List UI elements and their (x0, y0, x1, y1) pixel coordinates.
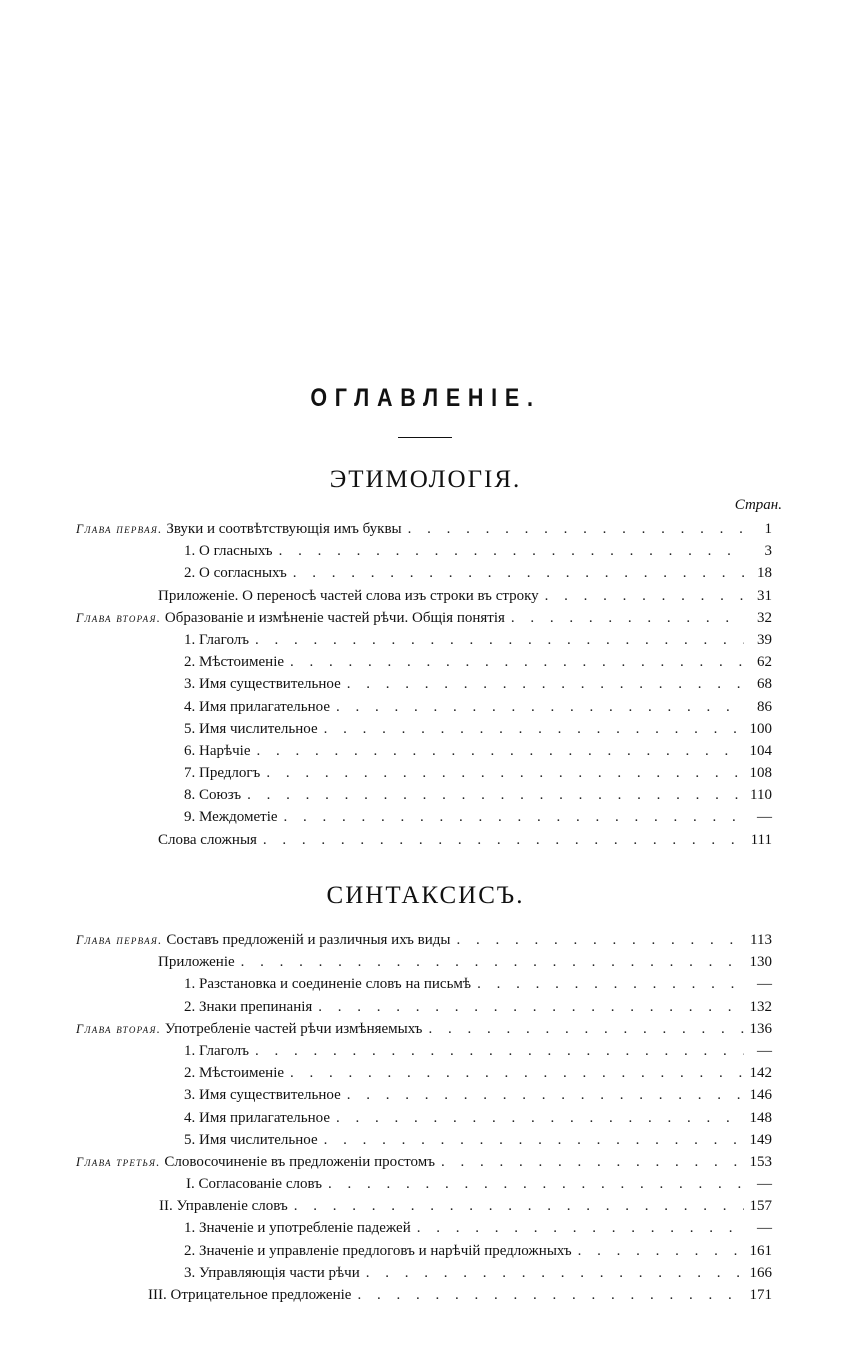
entry-text: II. Управленіе словъ (159, 1198, 288, 1215)
entry-text: Приложеніе. О переносѣ частей слова изъ строки въ строку (158, 587, 539, 604)
toc-entry (76, 1217, 772, 1239)
leader-dots (456, 929, 744, 951)
entry-text: 4. Имя прилагательное (184, 698, 331, 715)
toc-entry (76, 1240, 772, 1262)
entry-text: 2. Мѣстоименіе (184, 654, 285, 671)
entry-text: 5. Имя числительное (184, 1131, 318, 1148)
page-number: 113 (750, 932, 772, 948)
leader-dots (255, 629, 744, 651)
entry-text: 2. О согласныхъ (184, 565, 287, 582)
toc-entry (76, 929, 772, 951)
page-number: 136 (749, 1020, 772, 1037)
leader-dots (545, 585, 744, 607)
chapter-label: Глава вторая. (76, 610, 162, 625)
page-number: 104 (749, 742, 772, 759)
leader-dots (328, 1173, 744, 1195)
page-number: 1 (764, 521, 772, 537)
toc-entry (76, 1129, 772, 1151)
entry-text: 8. Союзъ (184, 787, 242, 804)
etymology-toc (76, 518, 772, 851)
toc-entry (76, 629, 772, 651)
entry-text: 5. Имя числительное (184, 720, 318, 737)
entry-text: 1. Глаголъ (184, 631, 250, 648)
leader-dots (511, 607, 744, 629)
page-number: 68 (757, 676, 772, 693)
leader-dots (318, 996, 743, 1018)
chapter-label: Глава вторая. (76, 1021, 162, 1036)
entry-text: Составъ предложеній и различныя ихъ виды (166, 932, 451, 948)
syntax-heading: СИНТАКСИСЪ. (326, 882, 525, 909)
toc-entry (76, 696, 772, 718)
page-number: — (757, 1176, 772, 1193)
toc-entry (76, 540, 772, 562)
toc-entry (76, 951, 772, 973)
page-number: 100 (749, 720, 772, 737)
page-number: 111 (750, 831, 772, 848)
toc-entry (76, 1084, 772, 1106)
leader-dots (357, 1284, 743, 1306)
leader-dots (263, 829, 744, 851)
toc-entry (76, 1173, 772, 1195)
entry-text: Приложеніе (158, 954, 235, 971)
page-number: 146 (749, 1087, 772, 1104)
leader-dots (347, 673, 744, 695)
entry-text: I. Согласованіе словъ (186, 1176, 322, 1193)
toc-entry (76, 651, 772, 673)
leader-dots (417, 1217, 744, 1239)
page-number: 18 (757, 565, 772, 582)
leader-dots (441, 1151, 744, 1173)
toc-entry (76, 1151, 772, 1173)
toc-entry (76, 1062, 772, 1084)
entry-text: 7. Предлогъ (184, 765, 261, 782)
toc-entry (76, 1018, 772, 1040)
page-number: 31 (757, 587, 772, 604)
leader-dots (257, 740, 744, 762)
leader-dots (241, 951, 744, 973)
entry-text: 1. Разстановка и соединеніе словъ на письмѣ (184, 976, 472, 993)
leader-dots (324, 718, 744, 740)
page-number: 171 (749, 1287, 772, 1303)
entry-text: 2. Знаки препинанія (184, 998, 313, 1015)
entry-text: 4. Имя прилагательное (184, 1109, 331, 1126)
leader-dots (347, 1084, 744, 1106)
entry-text: Образованіе и измѣненіе частей рѣчи. Общія понятія (164, 609, 505, 626)
page-number: 86 (757, 698, 772, 715)
entry-text: 2. Мѣстоименіе (184, 1065, 285, 1082)
toc-entry (76, 673, 772, 695)
page-number: 3 (764, 543, 772, 560)
entry-text: 1. Значеніе и употребленіе падежей (184, 1220, 411, 1237)
leader-dots (578, 1240, 744, 1262)
toc-entry (76, 784, 772, 806)
leader-dots (279, 540, 744, 562)
page-number: 149 (749, 1131, 772, 1148)
entry-text: 2. Значеніе и управленіе предлоговъ и нарѣчій предложныхъ (184, 1242, 572, 1259)
leader-dots (428, 1018, 743, 1040)
page-number: 166 (749, 1264, 772, 1281)
leader-dots (366, 1262, 744, 1284)
toc-entry (76, 607, 772, 629)
page-number: — (757, 809, 772, 826)
leader-dots (255, 1040, 744, 1062)
entry-text: Словосочиненіе въ предложеніи простомъ (164, 1153, 435, 1170)
toc-entry (76, 1107, 772, 1129)
leader-dots (290, 651, 744, 673)
page-number: — (757, 1042, 772, 1059)
leader-dots (324, 1129, 744, 1151)
toc-entry (76, 562, 772, 584)
page-number: 157 (749, 1198, 772, 1215)
leader-dots (247, 784, 744, 806)
title-divider (398, 437, 452, 438)
leader-dots (477, 973, 744, 995)
page-title: ОГЛАВЛЕНIЕ. (310, 384, 541, 412)
toc-entry (76, 718, 772, 740)
toc-entry (76, 973, 772, 995)
entry-text: 3. Управляющія части рѣчи (184, 1264, 360, 1281)
entry-text: 3. Имя существительное (184, 1087, 341, 1104)
page-number: — (757, 976, 772, 993)
entry-text: 3. Имя существительное (184, 676, 341, 693)
entry-text: 1. Глаголъ (184, 1042, 250, 1059)
entry-text: Звуки и соотвѣтствующія имъ буквы (166, 521, 402, 537)
toc-entry (76, 518, 772, 540)
leader-dots (336, 696, 744, 718)
leader-dots (336, 1107, 743, 1129)
page-number: 32 (757, 609, 772, 626)
leader-dots (290, 1062, 743, 1084)
page-number: 108 (749, 765, 772, 782)
leader-dots (266, 762, 743, 784)
page-number: 62 (757, 654, 772, 671)
page-number: 130 (749, 954, 772, 971)
page-number: 132 (749, 998, 772, 1015)
entry-text: III. Отрицательное предложеніе (148, 1287, 352, 1303)
leader-dots (408, 518, 744, 540)
toc-entry (76, 1284, 772, 1306)
leader-dots (293, 562, 744, 584)
page-number: 39 (757, 631, 772, 648)
toc-entry (76, 829, 772, 851)
leader-dots (284, 806, 744, 828)
page-number: 148 (749, 1109, 772, 1126)
chapter-label: Глава третья. (76, 1154, 161, 1169)
toc-entry (76, 996, 772, 1018)
entry-text: 9. Междометіе (184, 809, 278, 826)
entry-text: 1. О гласныхъ (184, 543, 273, 560)
toc-entry (76, 1262, 772, 1284)
entry-text: Слова сложныя (158, 831, 257, 848)
toc-entry (76, 806, 772, 828)
page-column-label: Стран. (734, 497, 782, 513)
chapter-label: Глава первая. (76, 933, 163, 947)
toc-entry (76, 1040, 772, 1062)
page-number: — (757, 1220, 772, 1237)
entry-text: 6. Нарѣчіе (184, 742, 251, 759)
syntax-toc (76, 929, 772, 1306)
page-number: 153 (749, 1153, 772, 1170)
toc-entry (76, 1195, 772, 1217)
page-number: 110 (750, 787, 772, 804)
toc-entry (76, 585, 772, 607)
chapter-label: Глава первая. (76, 522, 163, 536)
entry-text: Употребленіе частей рѣчи измѣняемыхъ (164, 1020, 423, 1037)
leader-dots (294, 1195, 744, 1217)
toc-entry (76, 762, 772, 784)
toc-entry (76, 740, 772, 762)
page-number: 161 (749, 1242, 772, 1259)
etymology-heading: ЭТИМОЛОГIЯ. (329, 466, 522, 493)
page-number: 142 (749, 1065, 772, 1082)
